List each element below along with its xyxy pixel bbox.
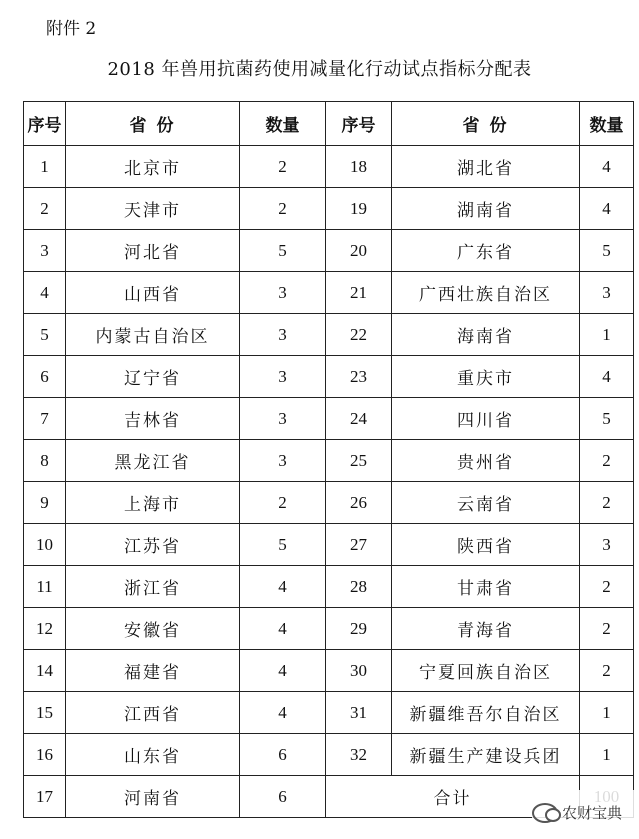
table-row bbox=[24, 608, 634, 650]
row-count-left: 2 bbox=[240, 146, 326, 188]
row-seq-right: 21 bbox=[326, 272, 392, 314]
row-count-right: 4 bbox=[580, 146, 634, 188]
header-count-right: 数量 bbox=[580, 102, 634, 146]
row-province-right: 湖北省 bbox=[392, 146, 580, 188]
row-province-left: 山东省 bbox=[66, 734, 240, 776]
row-province-left: 福建省 bbox=[66, 650, 240, 692]
row-province-left: 辽宁省 bbox=[66, 356, 240, 398]
header-province-right: 省 份 bbox=[392, 102, 580, 146]
row-province-left: 黑龙江省 bbox=[66, 440, 240, 482]
row-seq-left: 5 bbox=[24, 314, 66, 356]
table-row bbox=[24, 650, 634, 692]
table-row bbox=[24, 398, 634, 440]
row-province-right: 广西壮族自治区 bbox=[392, 272, 580, 314]
attachment-label: 附件 2 bbox=[46, 19, 97, 39]
row-seq-right: 28 bbox=[326, 566, 392, 608]
row-seq-right: 23 bbox=[326, 356, 392, 398]
row-count-right: 4 bbox=[580, 188, 634, 230]
row-count-left: 6 bbox=[240, 734, 326, 776]
table-row bbox=[24, 440, 634, 482]
row-count-right: 3 bbox=[580, 272, 634, 314]
row-seq-left: 9 bbox=[24, 482, 66, 524]
row-seq-left: 15 bbox=[24, 692, 66, 734]
row-seq-left: 11 bbox=[24, 566, 66, 608]
row-seq-right: 27 bbox=[326, 524, 392, 566]
row-seq-right: 30 bbox=[326, 650, 392, 692]
row-seq-left: 1 bbox=[24, 146, 66, 188]
row-province-right: 宁夏回族自治区 bbox=[392, 650, 580, 692]
row-seq-left: 7 bbox=[24, 398, 66, 440]
row-seq-right: 32 bbox=[326, 734, 392, 776]
row-province-left: 北京市 bbox=[66, 146, 240, 188]
row-seq-left: 8 bbox=[24, 440, 66, 482]
row-count-left: 3 bbox=[240, 356, 326, 398]
header-seq-left: 序号 bbox=[24, 102, 66, 146]
row-count-left: 2 bbox=[240, 188, 326, 230]
row-seq-left: 16 bbox=[24, 734, 66, 776]
row-province-left: 上海市 bbox=[66, 482, 240, 524]
row-province-left: 内蒙古自治区 bbox=[66, 314, 240, 356]
row-count-left: 3 bbox=[240, 272, 326, 314]
header-seq-right: 序号 bbox=[326, 102, 392, 146]
row-count-left: 5 bbox=[240, 230, 326, 272]
row-province-right: 海南省 bbox=[392, 314, 580, 356]
row-count-right: 2 bbox=[580, 440, 634, 482]
row-province-left: 天津市 bbox=[66, 188, 240, 230]
row-count-right: 2 bbox=[580, 482, 634, 524]
row-count-right: 2 bbox=[580, 650, 634, 692]
table-row bbox=[24, 188, 634, 230]
row-seq-left: 3 bbox=[24, 230, 66, 272]
row-province-left: 吉林省 bbox=[66, 398, 240, 440]
row-count-left: 3 bbox=[240, 398, 326, 440]
row-count-left: 2 bbox=[240, 482, 326, 524]
row-seq-right: 29 bbox=[326, 608, 392, 650]
row-count-right: 5 bbox=[580, 398, 634, 440]
table-body bbox=[24, 146, 634, 818]
row-seq-left: 2 bbox=[24, 188, 66, 230]
row-seq-left: 17 bbox=[24, 776, 66, 818]
row-count-left: 5 bbox=[240, 524, 326, 566]
row-count-right: 2 bbox=[580, 608, 634, 650]
table-row bbox=[24, 524, 634, 566]
row-province-right: 云南省 bbox=[392, 482, 580, 524]
header-count-left: 数量 bbox=[240, 102, 326, 146]
row-count-left: 4 bbox=[240, 650, 326, 692]
allocation-table bbox=[23, 101, 634, 818]
row-province-right: 广东省 bbox=[392, 230, 580, 272]
total-label: 合计 bbox=[326, 776, 580, 818]
row-seq-right: 26 bbox=[326, 482, 392, 524]
row-province-right: 陕西省 bbox=[392, 524, 580, 566]
row-province-left: 安徽省 bbox=[66, 608, 240, 650]
row-province-left: 河北省 bbox=[66, 230, 240, 272]
row-seq-left: 4 bbox=[24, 272, 66, 314]
row-seq-right: 18 bbox=[326, 146, 392, 188]
row-count-left: 4 bbox=[240, 608, 326, 650]
row-count-right: 1 bbox=[580, 314, 634, 356]
row-province-right: 新疆生产建设兵团 bbox=[392, 734, 580, 776]
row-province-left: 山西省 bbox=[66, 272, 240, 314]
header-province-left: 省 份 bbox=[66, 102, 240, 146]
row-seq-left: 14 bbox=[24, 650, 66, 692]
row-seq-right: 20 bbox=[326, 230, 392, 272]
table-row bbox=[24, 482, 634, 524]
row-count-left: 3 bbox=[240, 314, 326, 356]
row-seq-right: 25 bbox=[326, 440, 392, 482]
row-seq-left: 6 bbox=[24, 356, 66, 398]
row-count-left: 4 bbox=[240, 566, 326, 608]
row-seq-left: 10 bbox=[24, 524, 66, 566]
document-title: 2018 年兽用抗菌药使用减量化行动试点指标分配表 bbox=[107, 59, 532, 80]
row-seq-right: 24 bbox=[326, 398, 392, 440]
row-seq-right: 19 bbox=[326, 188, 392, 230]
row-province-right: 贵州省 bbox=[392, 440, 580, 482]
row-province-left: 江苏省 bbox=[66, 524, 240, 566]
row-province-right: 重庆市 bbox=[392, 356, 580, 398]
row-count-right: 2 bbox=[580, 566, 634, 608]
row-count-right: 1 bbox=[580, 734, 634, 776]
row-province-right: 四川省 bbox=[392, 398, 580, 440]
row-count-left: 4 bbox=[240, 692, 326, 734]
table-row bbox=[24, 146, 634, 188]
row-count-right: 3 bbox=[580, 524, 634, 566]
table-row bbox=[24, 272, 634, 314]
table-row bbox=[24, 566, 634, 608]
table-row bbox=[24, 230, 634, 272]
row-province-left: 河南省 bbox=[66, 776, 240, 818]
row-count-left: 6 bbox=[240, 776, 326, 818]
row-count-left: 3 bbox=[240, 440, 326, 482]
row-seq-right: 22 bbox=[326, 314, 392, 356]
watermark bbox=[532, 790, 639, 835]
row-count-right: 1 bbox=[580, 692, 634, 734]
table-header-row bbox=[24, 102, 634, 146]
row-province-right: 青海省 bbox=[392, 608, 580, 650]
row-count-right: 5 bbox=[580, 230, 634, 272]
row-province-left: 浙江省 bbox=[66, 566, 240, 608]
table-row bbox=[24, 356, 634, 398]
row-seq-left: 12 bbox=[24, 608, 66, 650]
table-row bbox=[24, 692, 634, 734]
row-province-right: 甘肃省 bbox=[392, 566, 580, 608]
table-row bbox=[24, 734, 634, 776]
wechat-icon bbox=[532, 803, 558, 823]
table-row bbox=[24, 314, 634, 356]
row-province-right: 新疆维吾尔自治区 bbox=[392, 692, 580, 734]
row-count-right: 4 bbox=[580, 356, 634, 398]
watermark-text: 农财宝典 bbox=[562, 804, 623, 822]
row-province-left: 江西省 bbox=[66, 692, 240, 734]
row-seq-right: 31 bbox=[326, 692, 392, 734]
row-province-right: 湖南省 bbox=[392, 188, 580, 230]
